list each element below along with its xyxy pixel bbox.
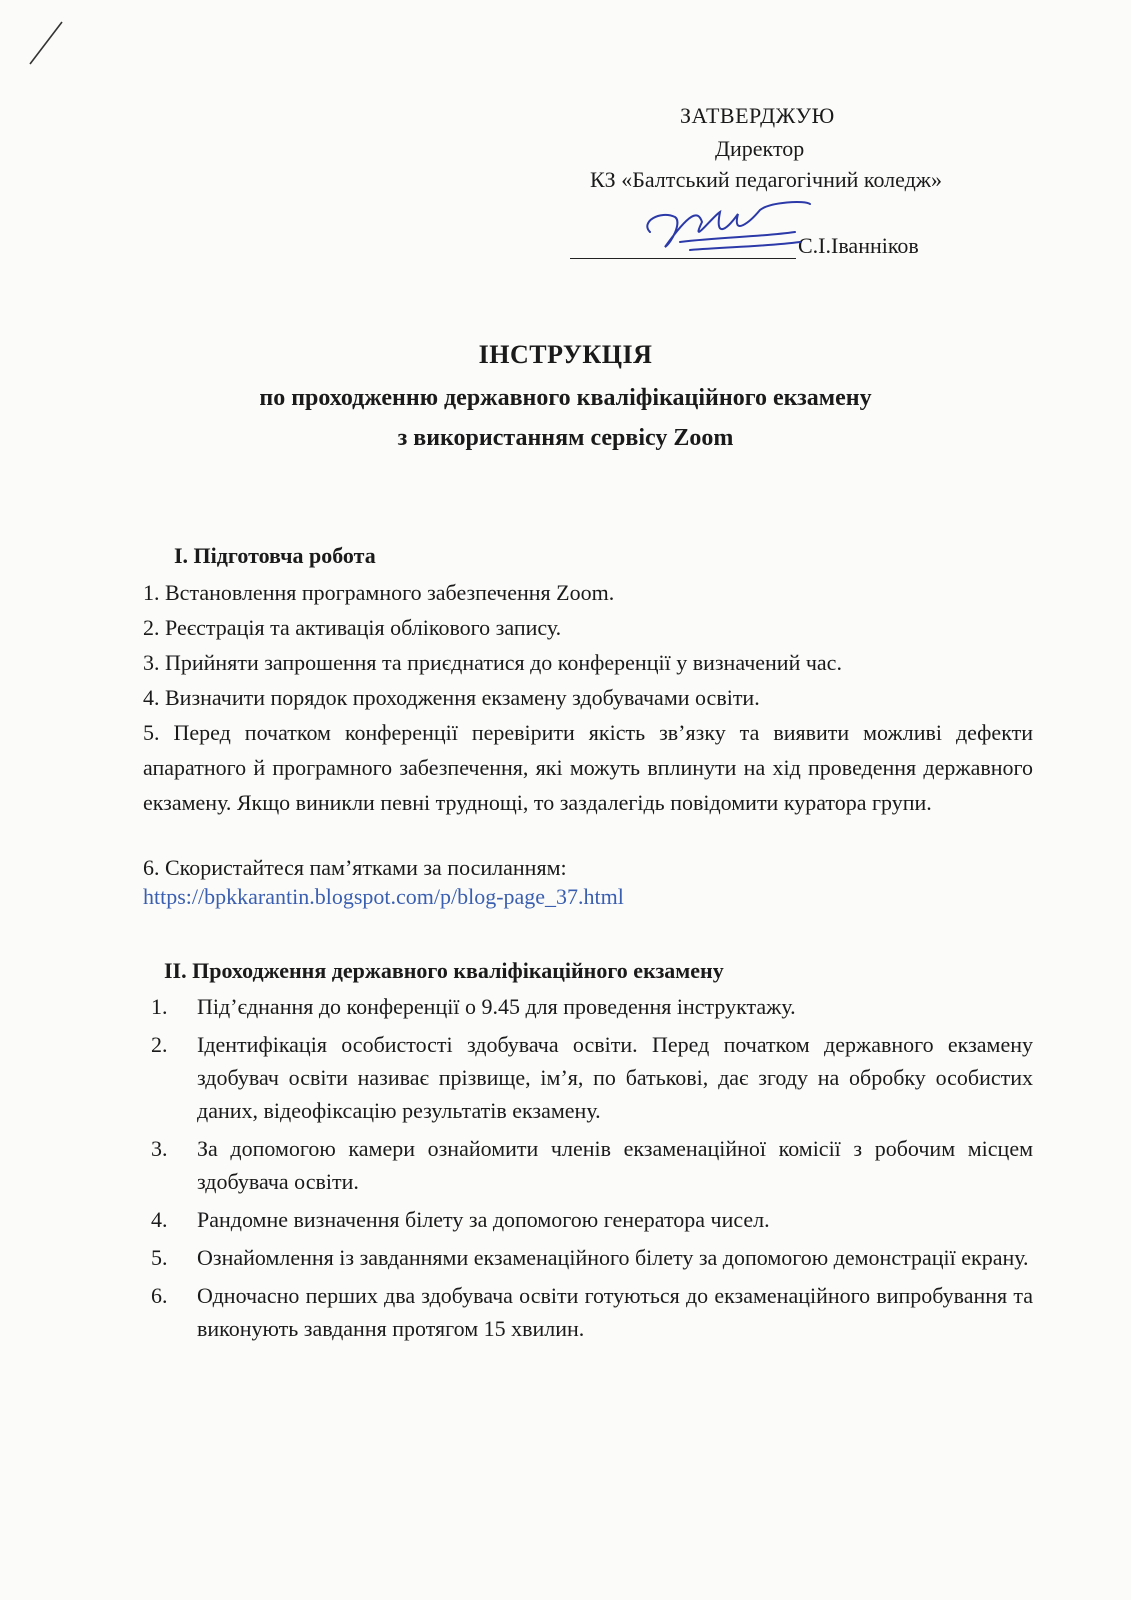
section-1-item: 4. Визначити порядок проходження екзамену здобувачами освіти. [143,685,760,710]
list-item-number: 2. [151,1032,168,1057]
section-1-item: 6. Скористайтеся пам’ятками за посиланням: [143,855,567,880]
list-item-text: Ознайомлення із завданнями екзаменаційного білету за допомогою демонстрації екрану. [197,1245,1029,1270]
section-1-item: 2. Реєстрація та активація облікового запису. [143,615,562,640]
section-1-heading: I. Підготовча робота [174,543,376,568]
section-1-item: 1. Встановлення програмного забезпечення Zoom. [143,580,615,605]
section-2-heading: II. Проходження державного кваліфікаційного екзамену [164,958,724,983]
list-item [143,990,1033,1023]
list-item-text: Одночасно перших два здобувача освіти готуються до екзаменаційного випробування та виконують завдання протягом 15 хвилин. [197,1283,1033,1341]
document-title: ІНСТРУКЦІЯ [478,340,653,369]
document-subtitle-line-2: з використанням сервісу Zoom [397,425,734,451]
approval-role: Директор [715,136,805,161]
list-item-text: За допомогою камери ознайомити членів екзаменаційної комісії з робочим місцем здобувача освіти. [197,1136,1033,1194]
list-item-number: 6. [151,1283,168,1308]
list-item-number: 3. [151,1136,168,1161]
list-item [143,1279,1033,1345]
list-item-number: 4. [151,1207,168,1232]
pen-stroke-mark [26,18,66,68]
list-item [143,1241,1033,1274]
approval-organization: КЗ «Балтський педагогічний коледж» [590,167,943,192]
list-item-number: 5. [151,1245,168,1270]
document-subtitle-line-1: по проходженню державного кваліфікаційного екзамену [259,385,872,411]
signatory-name: С.І.Іванніков [798,233,919,258]
approval-title: ЗАТВЕРДЖУЮ [680,103,835,128]
list-item-text: Рандомне визначення білету за допомогою генератора чисел. [197,1207,770,1232]
memo-link[interactable]: https://bpkkarantin.blogspot.com/p/blog-page_37.html [143,884,624,909]
list-item [143,1203,1033,1236]
list-item [143,1132,1033,1198]
list-item-number: 1. [151,994,168,1019]
list-item [143,1028,1033,1127]
section-1-item: 5. Перед початком конференції перевірити якість зв’язку та виявити можливі дефекти апаратного й програмного забезпечення, які можуть вплинути на хід проведення державного екзамену. Якщо виникли певні труднощі, то заздалегідь повідомити куратора групи. [143,720,1033,815]
section-2-list [143,990,1033,1350]
list-item-text: Ідентифікація особистості здобувача освіти. Перед початком державного екзамену здобувач освіти називає прізвище, ім’я, по батькові, дає згоду на обробку особистих даних, відеофіксацію результатів екзамену. [197,1032,1033,1123]
section-1-item: 3. Прийняти запрошення та приєднатися до конференції у визначений час. [143,650,842,675]
list-item-text: Під’єднання до конференції о 9.45 для проведення інструктажу. [197,994,796,1019]
handwritten-signature [620,192,820,272]
